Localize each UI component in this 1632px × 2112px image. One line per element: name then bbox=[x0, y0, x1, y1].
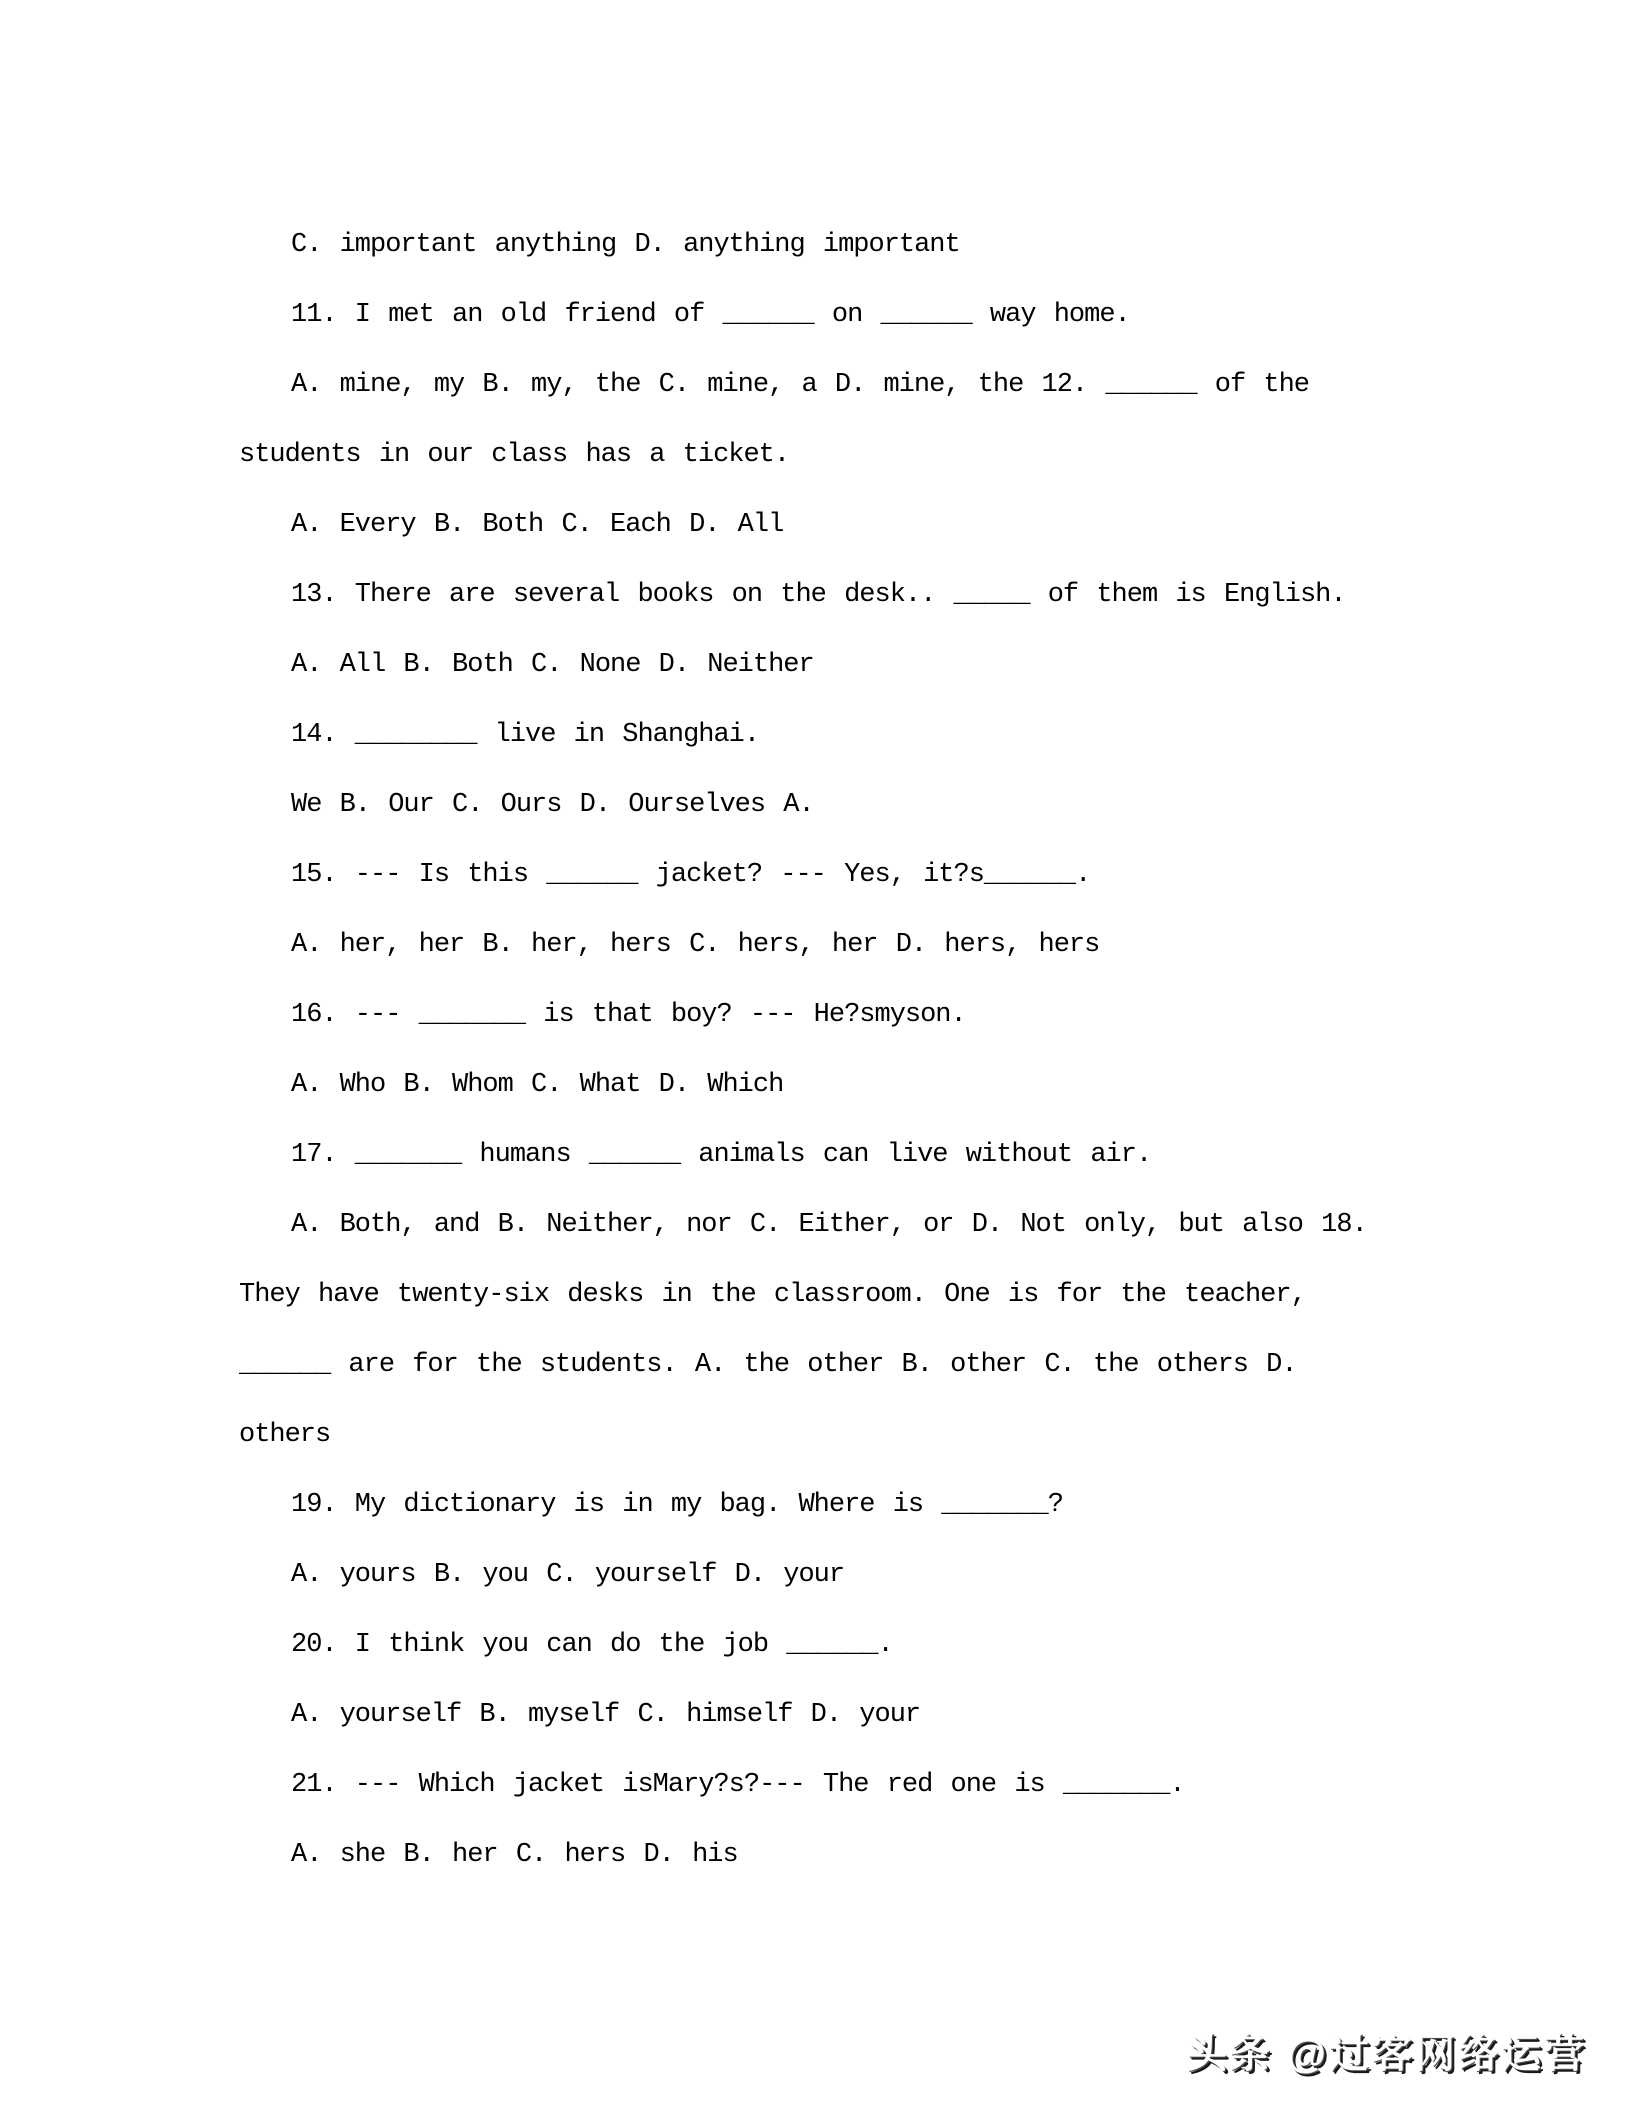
text-line: 13. There are several books on the desk.. _____ of them is English. bbox=[291, 580, 1346, 610]
text-line: A. All B. Both C. None D. Neither bbox=[291, 650, 814, 680]
text-line: A. yourself B. myself C. himself D. your bbox=[291, 1700, 921, 1730]
text-line: A. Every B. Both C. Each D. All bbox=[291, 510, 784, 540]
text-line: C. important anything D. anything important bbox=[291, 230, 960, 260]
text-line: They have twenty-six desks in the classroom. One is for the teacher, bbox=[239, 1280, 1306, 1310]
text-line: 17. _______ humans ______ animals can live without air. bbox=[291, 1140, 1152, 1170]
text-line: ______ are for the students. A. the other B. other C. the others D. bbox=[239, 1350, 1297, 1380]
text-line: students in our class has a ticket. bbox=[239, 440, 790, 470]
text-line: 15. --- Is this ______ jacket? --- Yes, it?s______. bbox=[291, 860, 1091, 890]
text-line: A. Both, and B. Neither, nor C. Either, or D. Not only, but also 18. bbox=[291, 1210, 1367, 1240]
text-line: 11. I met an old friend of ______ on ______ way home. bbox=[291, 300, 1130, 330]
text-line: A. mine, my B. my, the C. mine, a D. mine, the 12. ______ of the bbox=[291, 370, 1309, 400]
question-list bbox=[239, 210, 1479, 1890]
text-line: 20. I think you can do the job ______. bbox=[291, 1630, 893, 1660]
text-line: A. yours B. you C. yourself D. your bbox=[291, 1560, 845, 1590]
text-line: 19. My dictionary is in my bag. Where is _______? bbox=[291, 1490, 1063, 1520]
text-line: 14. ________ live in Shanghai. bbox=[291, 720, 760, 750]
text-line: 16. --- _______ is that boy? --- He?smyson. bbox=[291, 1000, 966, 1030]
text-line: 21. --- Which jacket isMary?s?--- The red one is _______. bbox=[291, 1770, 1185, 1800]
watermark: 头条 @过客网络运营 bbox=[1186, 2032, 1587, 2076]
text-line: A. Who B. Whom C. What D. Which bbox=[291, 1070, 784, 1100]
text-line: A. she B. her C. hers D. his bbox=[291, 1840, 738, 1870]
text-line: We B. Our C. Ours D. Ourselves A. bbox=[291, 790, 814, 820]
text-line: others bbox=[239, 1420, 331, 1450]
text-line: A. her, her B. her, hers C. hers, her D. hers, hers bbox=[291, 930, 1100, 960]
